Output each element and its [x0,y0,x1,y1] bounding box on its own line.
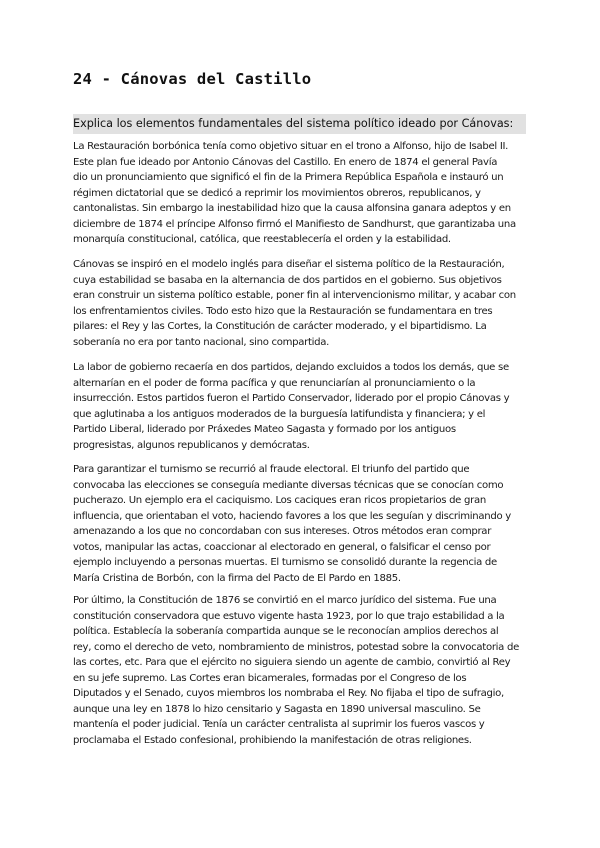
question-heading: Explica los elementos fundamentales del sistema político ideado por Cánovas: [73,114,526,134]
text-line: dio un pronunciamiento que significó el fin de la Primera República Española e instauró un [73,172,504,184]
text-line: cuya estabilidad se basaba en la alternancia de dos partidos en el gobierno. Sus objetivos [73,274,502,286]
text-line: influencia, que orientaban el voto, haciendo favores a los que les seguían y discriminando y [73,510,511,522]
text-line: monarquía constitucional, católica, que reestablecería el orden y la estabilidad. [73,234,451,246]
page-title: 24 - Cánovas del Castillo [73,70,312,88]
text-line: que aglutinaba a los antiguos moderados de la burguesía latifundista y financiera; y el [73,408,486,420]
text-line: constitución conservadora que estuvo vigente hasta 1923, por lo que trajo estabilidad a la [73,610,505,622]
text-line: Partido Liberal, liderado por Práxedes Mateo Sagasta y formado por los antiguos [73,424,456,436]
text-line: cantonalistas. Sin embargo la inestabilidad hizo que la causa alfonsina ganara adeptos y en [73,203,511,215]
text-line: rey, como el derecho de veto, nombramiento de ministros, potestad sobre la convocatoria de [73,641,519,653]
text-line: pilares: el Rey y las Cortes, la Constitución de carácter moderado, y el bipartidismo. La [73,321,487,333]
text-line: soberanía no era por tanto nacional, sino compartida. [73,336,330,348]
text-line: eran construir un sistema político estable, poner fin al intervencionismo militar, y acabar con [73,290,516,302]
text-line: en su jefe supremo. Las Cortes eran bicamerales, formadas por el Congreso de los [73,672,467,684]
text-line: los enfrentamientos civiles. Todo esto hizo que la Restauración se fundamentara en tres [73,305,493,317]
text-line: pucherazo. Un ejemplo era el caciquismo. Los caciques eran ricos propietarios de gran [73,495,486,507]
paragraph-partidos [73,360,528,453]
text-line: La labor de gobierno recaería en dos partidos, dejando excluidos a todos los demás, que se [73,362,509,373]
text-line: votos, manipular las actas, coaccionar al electorado en general, o falsificar el censo por [73,541,491,553]
text-line: Para garantizar el turnismo se recurrió al fraude electoral. El triunfo del partido que [73,464,470,475]
text-line: alternarían en el poder de forma pacífica y que renunciarían al pronunciamiento o la [73,377,476,389]
text-line: mantenía el poder judicial. Tenía un carácter centralista al suprimir los fueros vascos y [73,719,485,731]
text-line: régimen dictatorial que se dedicó a reprimir los movimientos obreros, republicanos, y [73,187,481,199]
text-line: las cortes, etc. Para que el ejército no siguiera siendo un agente de cambio, convirtió al Rey [73,657,511,669]
text-line: ejemplo incluyendo a personas muertas. El turnismo se consolidó durante la regencia de [73,557,497,569]
text-line: progresistas, algunos republicanos y demócratas. [73,439,310,451]
text-line: aunque una ley en 1878 lo hizo censitario y Sagasta en 1890 universal masculino. Se [73,703,481,715]
paragraph-restauracion [73,139,528,248]
text-line: Este plan fue ideado por Antonio Cánovas del Castillo. En enero de 1874 el general Pavía [73,156,498,168]
text-line: proclamaba el Estado confesional, prohibiendo la manifestación de otras religiones. [73,734,472,746]
text-line: Por último, la Constitución de 1876 se convirtió en el marco jurídico del sistema. Fue una [73,595,497,606]
text-line: Cánovas se inspiró en el modelo inglés para diseñar el sistema político de la Restauración, [73,259,505,270]
text-line: convocaba las elecciones se conseguía mediante diversas técnicas que se conocían como [73,479,504,491]
paragraph-constitucion [73,593,528,748]
text-line: María Cristina de Borbón, con la firma del Pacto de El Pardo en 1885. [73,572,401,584]
text-line: amenazando a los que no concordaban con sus intereses. Otros métodos eran comprar [73,526,492,538]
text-line: Diputados y el Senado, cuyos miembros los nombraba el Rey. No fijaba el tipo de sufragio, [73,688,504,700]
text-line: La Restauración borbónica tenía como objetivo situar en el trono a Alfonso, hijo de Isabel II. [73,141,509,152]
paragraph-modelo-ingles [73,257,528,350]
text-line: insurrección. Estos partidos fueron el Partido Conservador, liderado por el propio Cánovas y [73,393,510,405]
text-line: diciembre de 1874 el príncipe Alfonso firmó el Manifiesto de Sandhurst, que garantizaba una [73,218,516,230]
paragraph-turnismo [73,462,528,586]
text-line: política. Establecía la soberanía compartida aunque se le reconocían amplios derechos al [73,626,499,638]
